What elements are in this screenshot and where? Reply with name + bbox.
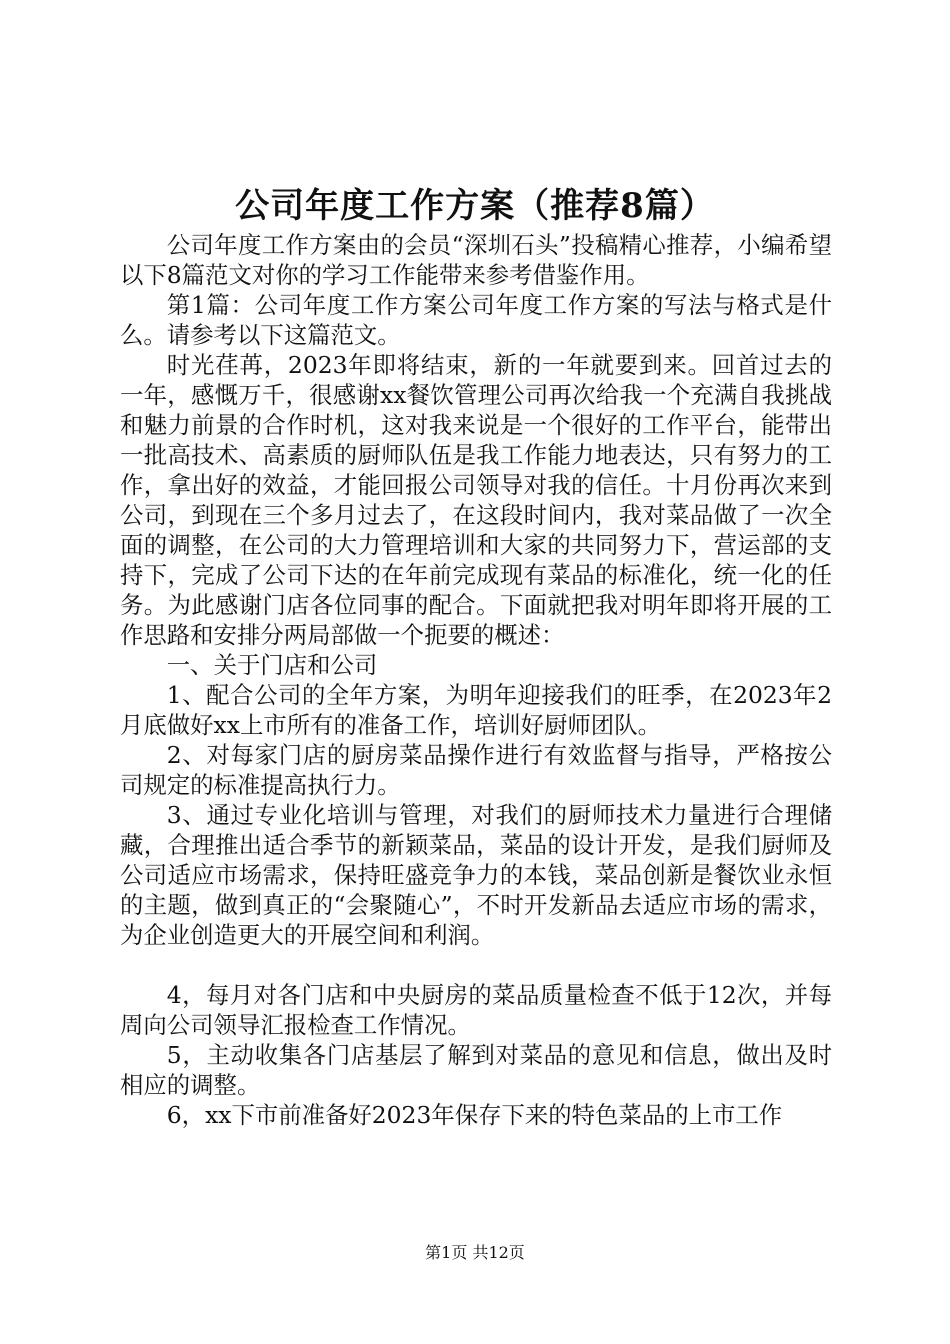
list-item-4: 4，每月对各门店和中央厨房的菜品质量检查不低于12次，并每周向公司领导汇报检查工作情况。 [120,981,832,1039]
list-item-6: 6，xx下市前准备好2023年保存下来的特色菜品的上市工作 [166,1101,783,1129]
list-item-5: 5，主动收集各门店基层了解到对菜品的意见和信息，做出及时相应的调整。 [120,1041,832,1099]
paragraph-article-1-heading: 第1篇：公司年度工作方案公司年度工作方案的写法与格式是什么。请参考以下这篇范文。 [120,291,832,349]
section-heading-store-company: 一、关于门店和公司 [166,651,378,679]
paragraph-review: 时光荏苒，2023年即将结束，新的一年就要到来。回首过去的一年，感慨万千，很感谢xx餐饮管理公司再次给我一个充满自我挑战和魅力前景的合作时机，这对我来说是一个很好的工作平台，能带出一批高技术、高素质的厨师队伍是我工作能力地表达，只有努力的工作，拿出好的效益，才能回报公司领导对我的信任。十月份再次来到公司，到现在三个多月过去了，在这段时间内，我对菜品做了一次全面的调整，在公司的大力管理培训和大家的共同努力下，营运部的支持下，完成了公司下达的在年前完成现有菜品的标准化，统一化的任务。为此感谢门店各位同事的配合。下面就把我对明年即将开展的工作思路和安排分两局部做一个扼要的概述： [120,351,832,649]
document-title: 公司年度工作方案（推荐8篇） [235,186,715,226]
paragraph-intro: 公司年度工作方案由的会员“深圳石头”投稿精心推荐，小编希望以下8篇范文对你的学习工作能带来参考借鉴作用。 [120,231,832,289]
list-item-3: 3、通过专业化培训与管理，对我们的厨师技术力量进行合理储藏，合理推出适合季节的新颖菜品，菜品的设计开发，是我们厨师及公司适应市场需求，保持旺盛竞争力的本钱，菜品创新是餐饮业永恒的主题，做到真正的“会聚随心”，不时开发新品去适应市场的需求，为企业创造更大的开展空间和利润。 [120,801,832,949]
list-item-1: 1、配合公司的全年方案，为明年迎接我们的旺季，在2023年2月底做好xx上市所有的准备工作，培训好厨师团队。 [120,681,832,739]
document-body [120,230,832,1130]
list-item-2: 2、对每家门店的厨房菜品操作进行有效监督与指导，严格按公司规定的标准提高执行力。 [120,741,832,799]
page-number-footer: 第1页 共12页 [425,1243,525,1262]
